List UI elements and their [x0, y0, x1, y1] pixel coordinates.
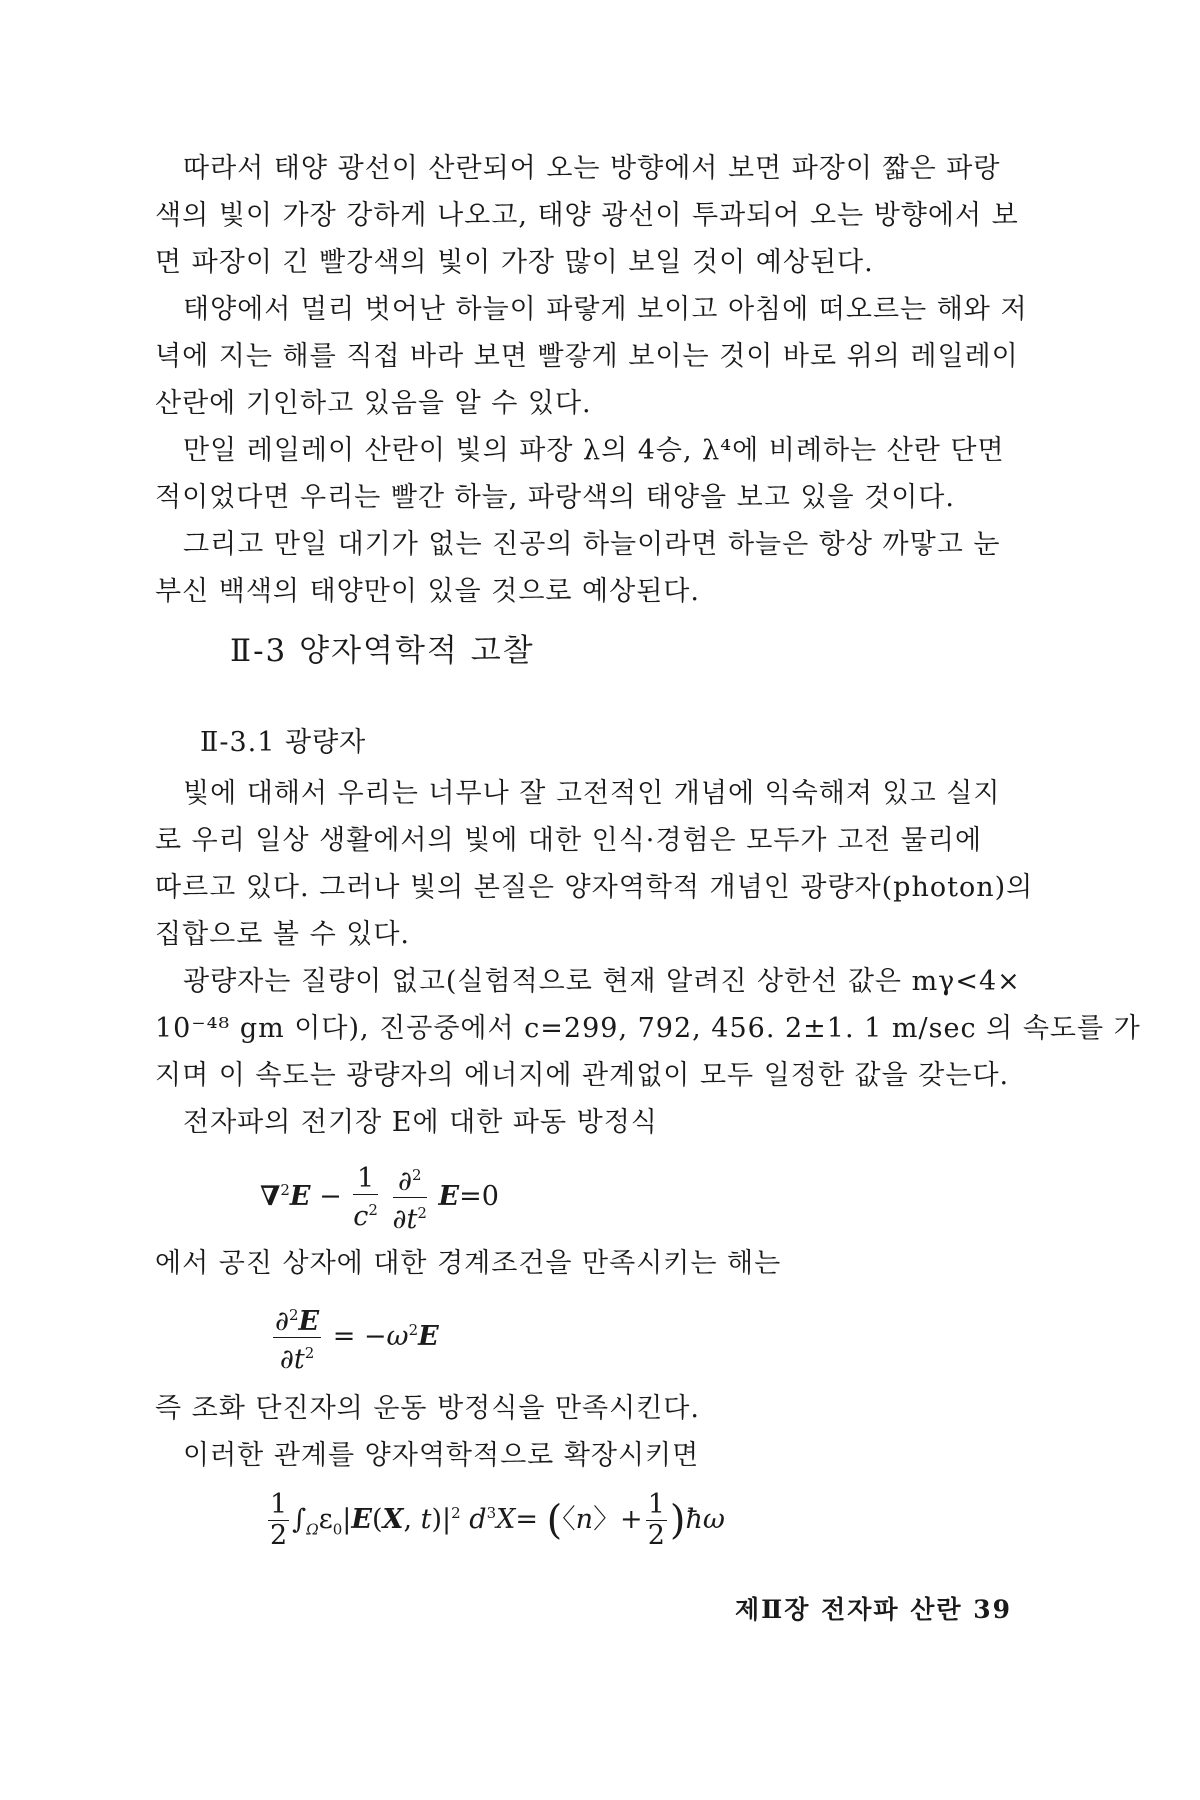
text-line: 그리고 만일 대기가 없는 진공의 하늘이라면 하늘은 항상 까맣고 눈: [183, 529, 1001, 560]
equation-energy-quantization: $\frac{1}{2}$ $\int_\Omega\varepsilon_0|E(X$, $t)|^2$ $d^3X=$ (〈n〉+ $\frac{1}{2}$ )ħω: [270, 1489, 725, 1551]
text-line: 녁에 지는 해를 직접 바라 보면 빨갛게 보이는 것이 바로 위의 레일레이: [155, 341, 1019, 372]
text-line: 지며 이 속도는 광량자의 에너지에 관계없이 모두 일정한 값을 갖는다.: [155, 1060, 1010, 1091]
text-line: 빛에 대해서 우리는 너무나 잘 고전적인 개념에 익숙해져 있고 실지: [183, 778, 1001, 809]
paragraph-classical-light: [155, 770, 1045, 958]
paragraph-wave-equation-intro: [155, 1099, 1045, 1146]
text-line: 에서 공진 상자에 대한 경계조건을 만족시키는 해는: [155, 1248, 782, 1279]
text-line: 산란에 기인하고 있음을 알 수 있다.: [155, 388, 592, 419]
section-title: Ⅱ-3 양자역학적 고찰: [230, 633, 535, 669]
subsection-title: Ⅱ-3.1 광량자: [200, 727, 367, 758]
text-line: 집합으로 볼 수 있다.: [155, 919, 410, 950]
paragraph-boundary-condition: [155, 1240, 1045, 1287]
paragraph-scattering-direction: [155, 145, 1045, 286]
text-line: 적이었다면 우리는 빨간 하늘, 파랑색의 태양을 보고 있을 것이다.: [155, 482, 955, 513]
text-line: 면 파장이 긴 빨강색의 빛이 가장 많이 보일 것이 예상된다.: [155, 247, 874, 278]
paragraph-quantum-extension: [155, 1432, 1045, 1479]
text-line: 로 우리 일상 생활에서의 빛에 대한 인식·경험은 모두가 고전 물리에: [155, 825, 983, 856]
text-line: 즉 조화 단진자의 운동 방정식을 만족시킨다.: [155, 1393, 700, 1424]
paragraph-blue-sky: [155, 286, 1045, 427]
equation-wave: ∇$^2$E − $\frac{1}{c^2}$ $\frac{\partial^2}{\partial t^2}$ E=0: [260, 1160, 499, 1235]
text-line: 따라서 태양 광선이 산란되어 오는 방향에서 보면 파장이 짧은 파랑: [183, 153, 1001, 184]
paragraph-harmonic-oscillator: [155, 1385, 1045, 1432]
paragraph-photon-mass: [155, 958, 1141, 1099]
text-line: 10⁻⁴⁸ gm 이다), 진공중에서 c=299, 792, 456. 2±1. 1 m/sec 의 속도를 가: [155, 1013, 1141, 1044]
text-line: 따르고 있다. 그러나 빛의 본질은 양자역학적 개념인 광량자(photon)의: [155, 872, 1034, 903]
text-line: 전자파의 전기장 E에 대한 파동 방정식: [183, 1107, 658, 1138]
text-line: 광량자는 질량이 없고(실험적으로 현재 알려진 상한선 값은 mγ<4×: [183, 966, 1021, 997]
text-line: 태양에서 멀리 벗어난 하늘이 파랗게 보이고 아침에 떠오르는 해와 저: [183, 294, 1028, 325]
paragraph-vacuum-sky: [155, 521, 1045, 615]
text-line: 만일 레일레이 산란이 빛의 파장 λ의 4승, λ⁴에 비례하는 산란 단면: [183, 435, 1005, 466]
equation-harmonic: $\frac{\partial^2E}{\partial t^2}$ = $-\omega^2E$: [270, 1300, 439, 1375]
text-line: 이러한 관계를 양자역학적으로 확장시키면: [183, 1440, 700, 1471]
text-line: 부신 백색의 태양만이 있을 것으로 예상된다.: [155, 576, 700, 607]
page-footer: 제Ⅱ장 전자파 산란 39: [735, 1595, 1013, 1624]
text-line: 색의 빛이 가장 강하게 나오고, 태양 광선이 투과되어 오는 방향에서 보: [155, 200, 1019, 231]
paragraph-hypothetical: [155, 427, 1045, 521]
